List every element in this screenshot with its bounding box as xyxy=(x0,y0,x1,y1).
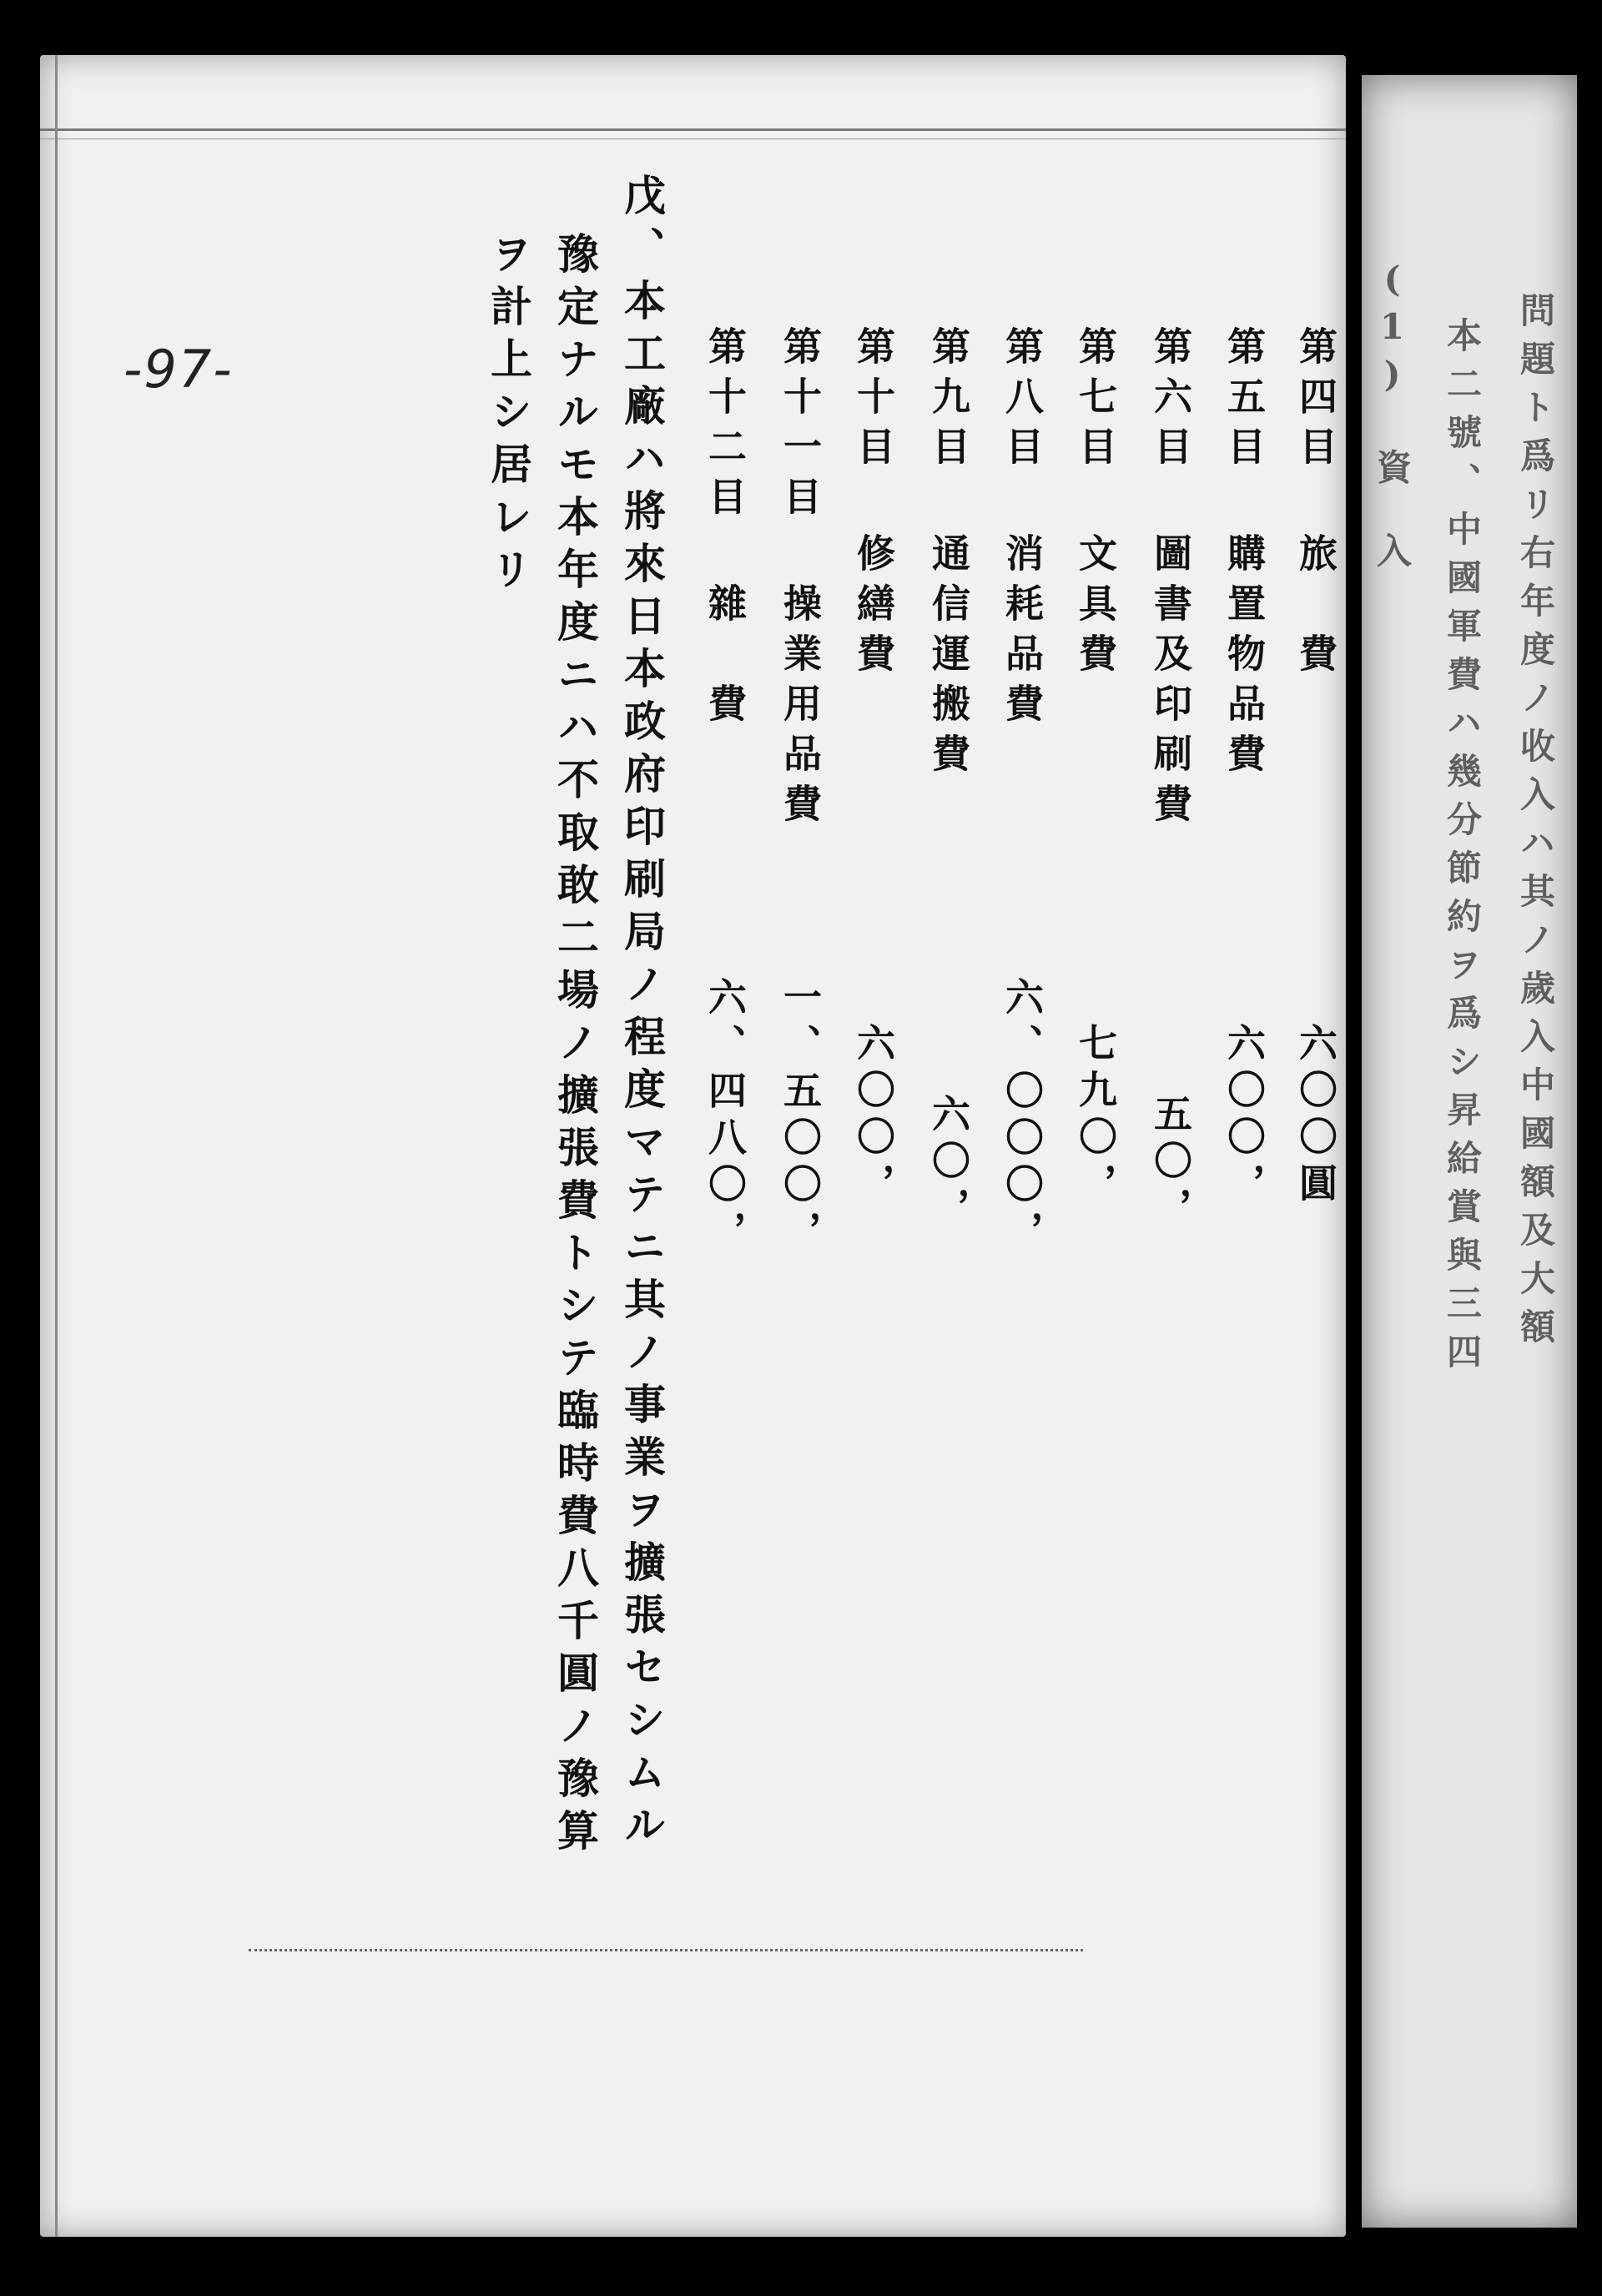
budget-item-name: 第九目 通信運搬費 xyxy=(926,326,971,783)
adjacent-page xyxy=(1362,75,1577,2228)
budget-item-amount: 六〇〇， xyxy=(1222,1023,1267,1210)
document-page xyxy=(40,55,1346,2237)
note-line: 豫定ナルモ本年度ニハ不取敢二場ノ擴張費トシテ臨時費八千圓ノ豫算 xyxy=(551,232,600,1861)
budget-item-amount: 五〇， xyxy=(1148,1094,1193,1234)
budget-item-name: 第十目 修繕費 xyxy=(851,326,896,683)
adjacent-page-label: (1) 資 入 xyxy=(1372,259,1413,574)
budget-item-name: 第五目 購置物品費 xyxy=(1222,326,1267,783)
page-number: -97- xyxy=(123,339,234,400)
budget-item-amount: 七九〇， xyxy=(1073,1023,1118,1210)
budget-item-amount: 六、四八〇， xyxy=(703,977,748,1257)
budget-item-name: 第六目 圖書及印刷費 xyxy=(1148,326,1193,833)
budget-item-name: 第十二目 雜 費 xyxy=(703,326,748,733)
budget-item-amount: 一、五〇〇， xyxy=(778,977,823,1257)
page-bottom-rule xyxy=(249,1949,1083,1951)
budget-item-amount: 六〇〇圓 xyxy=(1293,1023,1338,1210)
budget-item-name: 第七目 文具費 xyxy=(1073,326,1118,683)
budget-item-amount: 六〇〇， xyxy=(851,1023,896,1210)
note-line: ヲ計上シ居レリ xyxy=(484,232,533,600)
budget-item-name: 第四目 旅 費 xyxy=(1293,326,1338,683)
page-top-rule xyxy=(40,128,1346,131)
page-left-edge xyxy=(55,55,58,2237)
budget-item-amount: 六、〇〇〇， xyxy=(1000,977,1045,1257)
budget-item-amount: 六〇， xyxy=(926,1094,971,1234)
adjacent-page-line: 問題ト爲リ右年度ノ收入ハ其ノ歲入中國額及大額 xyxy=(1515,292,1556,1357)
page-top-rule-thin xyxy=(40,138,1346,139)
budget-item-name: 第八目 消耗品費 xyxy=(1000,326,1045,733)
budget-item-name: 第十一目 操業用品費 xyxy=(778,326,823,833)
adjacent-page-line: 本二號、中國軍費ハ幾分節約ヲ爲シ昇給賞與三四 xyxy=(1442,317,1483,1382)
note-line: 戊、本工廠ハ將來日本政府印刷局ノ程度マテニ其ノ事業ヲ擴張セシムル xyxy=(617,174,667,1855)
